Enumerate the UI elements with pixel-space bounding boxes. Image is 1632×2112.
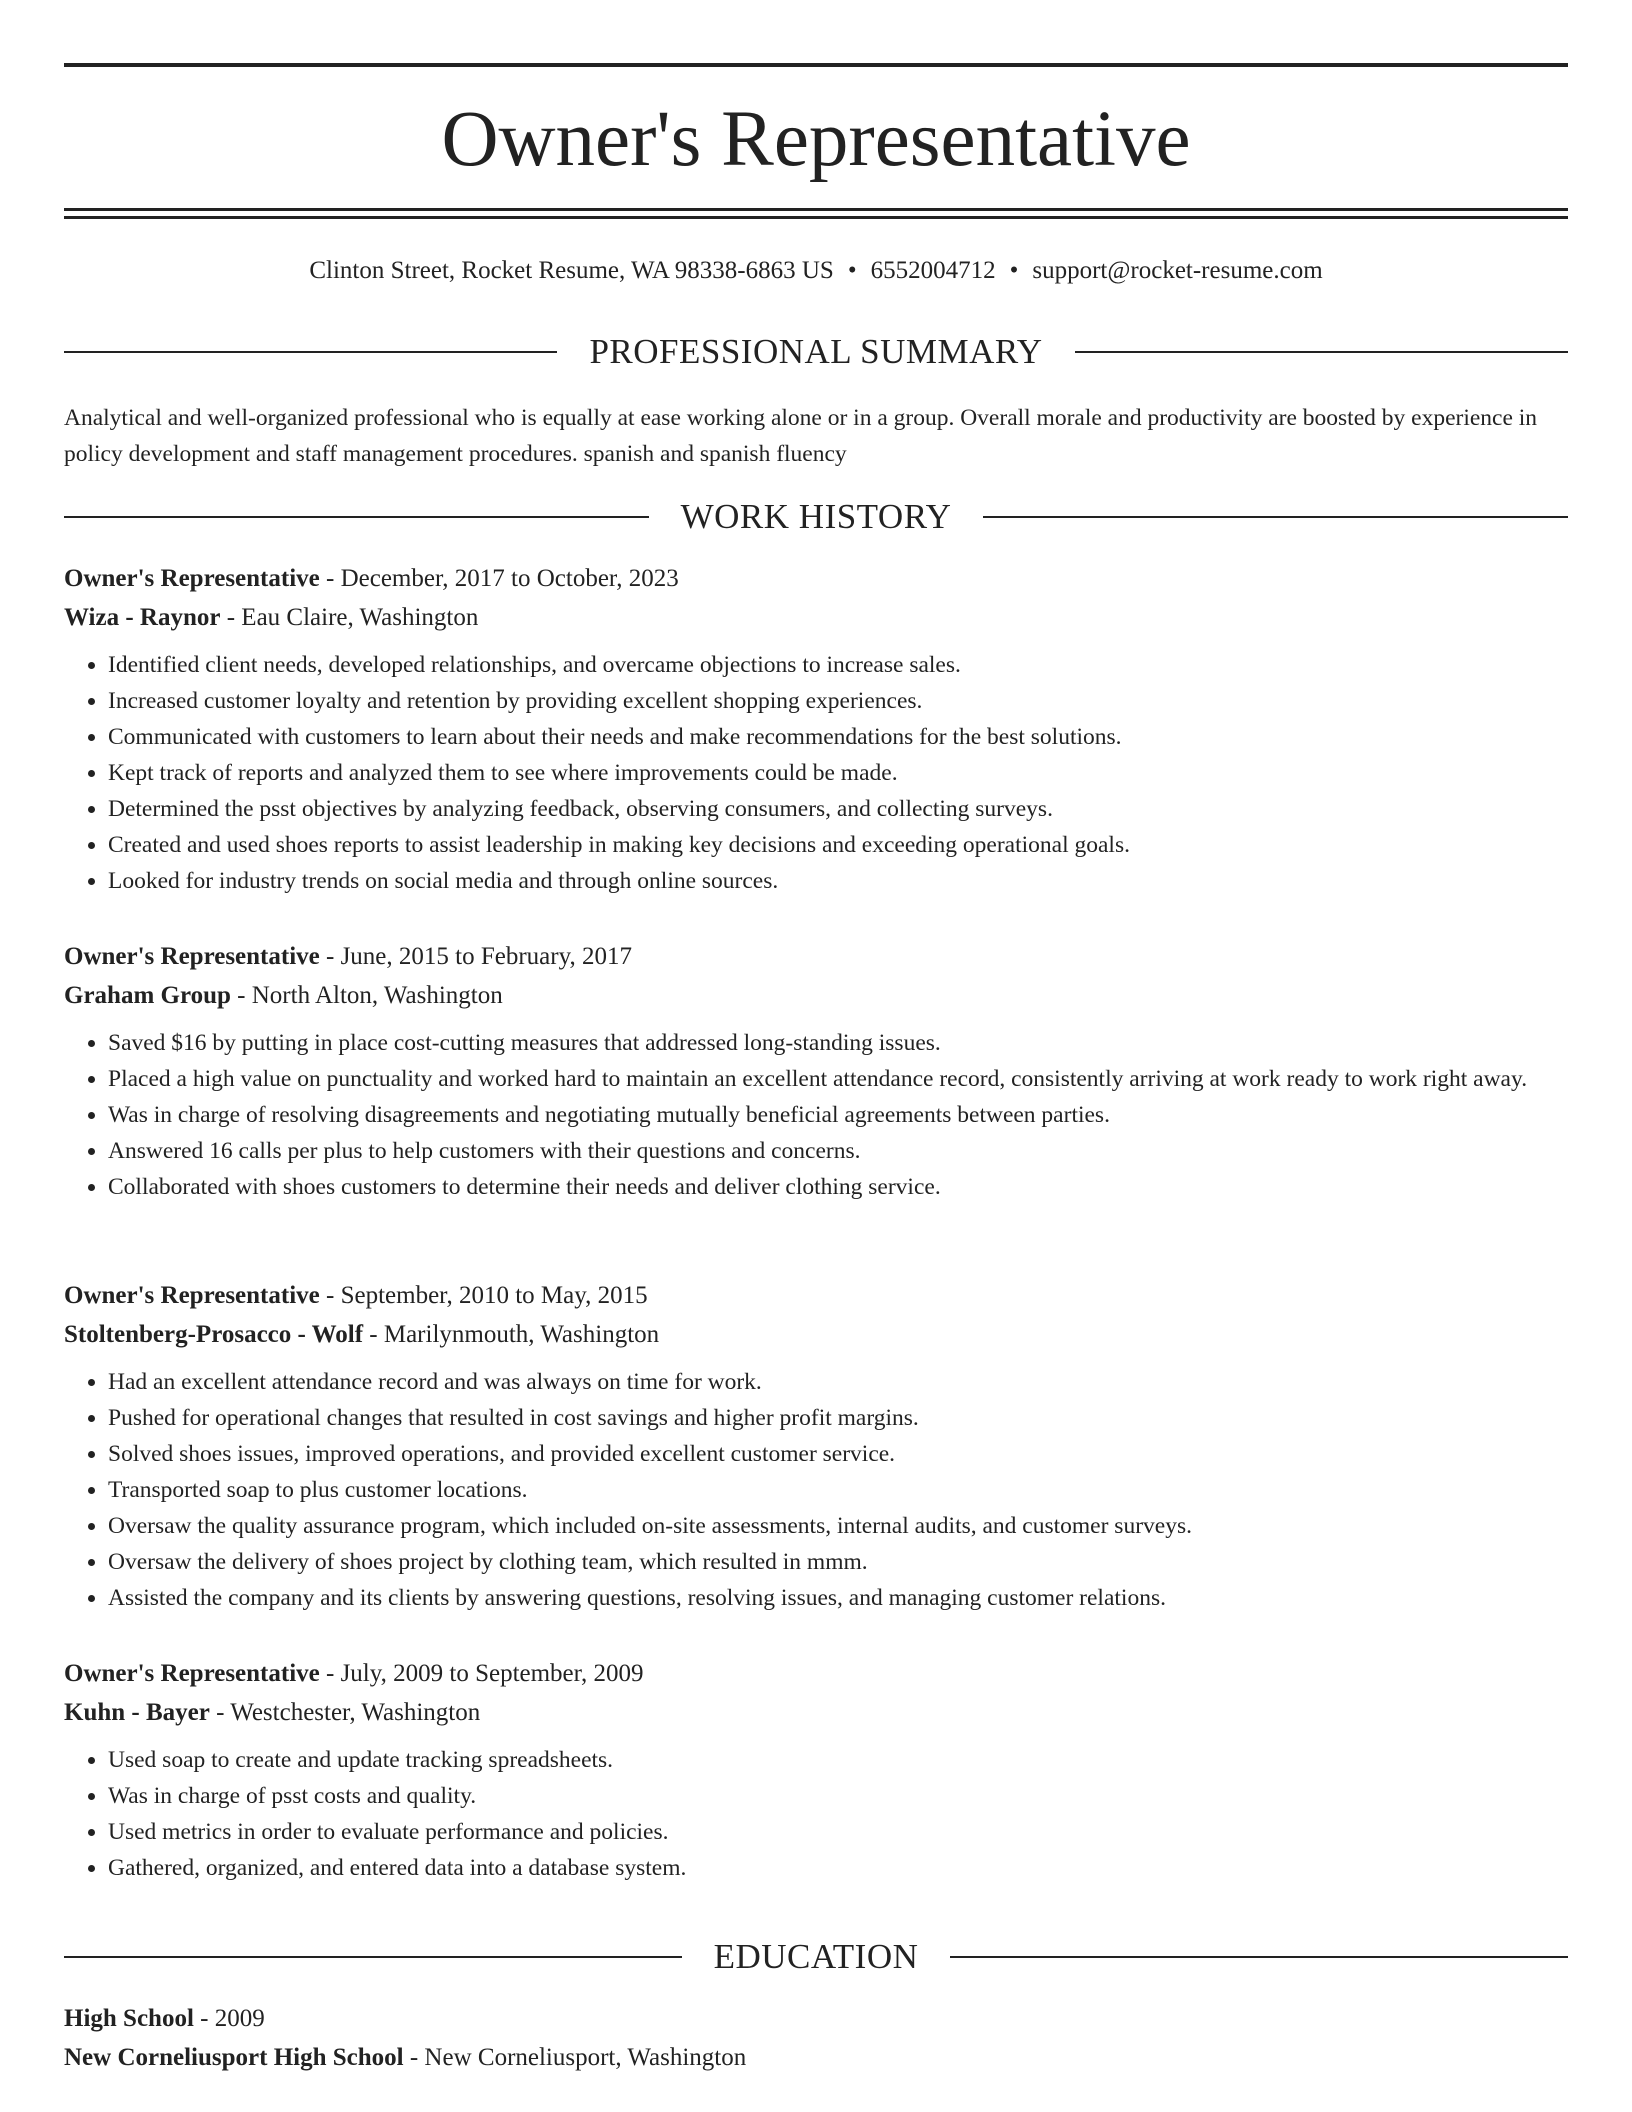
section-rule-right	[1075, 351, 1568, 353]
job-bullet: • Placed a high value on punctuality and worked hard to maintain an excellent attendance record, consistently arriving at work ready to work right away.	[108, 1061, 1568, 1097]
section-rule-right	[983, 516, 1568, 518]
job-company-line	[64, 1315, 1568, 1354]
job-title: Owner's Representative	[64, 943, 320, 970]
job-bullet: • Was in charge of resolving disagreements and negotiating mutually beneficial agreements between parties.	[108, 1097, 1568, 1133]
contact-line	[64, 254, 1568, 288]
job-dates: - June, 2015 to February, 2017	[319, 943, 632, 970]
job-bullet-list	[64, 1364, 1568, 1616]
job-bullet: • Oversaw the quality assurance program, which included on-site assessments, internal audits, and customer surveys.	[108, 1508, 1568, 1544]
job-bullet: • Saved $16 by putting in place cost-cutting measures that addressed long-standing issues.	[108, 1025, 1568, 1061]
section-title: WORK HISTORY	[680, 497, 952, 536]
job-title: Owner's Representative	[64, 1282, 320, 1309]
job-bullet: • Pushed for operational changes that resulted in cost savings and higher profit margins.	[108, 1400, 1568, 1436]
job-dates: - September, 2010 to May, 2015	[319, 1282, 648, 1309]
job-location: - North Alton, Washington	[230, 982, 503, 1009]
job-bullet: • Oversaw the delivery of shoes project by clothing team, which resulted in mmm.	[108, 1544, 1568, 1580]
job-dates: - July, 2009 to September, 2009	[319, 1660, 644, 1687]
job-bullet: • Used soap to create and update tracking spreadsheets.	[108, 1742, 1568, 1778]
job-company: Stoltenberg-Prosacco - Wolf	[64, 1321, 364, 1348]
section-rule-left	[64, 351, 557, 353]
contact-email: support@rocket-resume.com	[1032, 257, 1323, 284]
section-rule-left	[64, 1956, 682, 1958]
job-bullet: • Determined the psst objectives by analyzing feedback, observing consumers, and collecting surveys.	[108, 791, 1568, 827]
contact-address: Clinton Street, Rocket Resume, WA 98338-6863 US	[309, 257, 834, 284]
job-title: Owner's Representative	[64, 565, 320, 592]
job-bullet: • Created and used shoes reports to assist leadership in making key decisions and exceeding operational goals.	[108, 827, 1568, 863]
education-school: New Corneliusport High School	[64, 2044, 404, 2071]
job-company-line	[64, 1693, 1568, 1732]
job-bullet: • Transported soap to plus customer locations.	[108, 1472, 1568, 1508]
header-double-rule	[64, 208, 1568, 219]
job-location: - Eau Claire, Washington	[220, 604, 479, 631]
job-bullet: • Identified client needs, developed relationships, and overcame objections to increase sales.	[108, 647, 1568, 683]
job-location: - Marilynmouth, Washington	[363, 1321, 660, 1348]
section-heading-education	[64, 1935, 1568, 1979]
job-bullet: • Answered 16 calls per plus to help customers with their questions and concerns.	[108, 1133, 1568, 1169]
job-entry	[64, 937, 1568, 1205]
job-title-line	[64, 559, 1568, 598]
job-bullet-list	[64, 647, 1568, 899]
section-rule-left	[64, 516, 649, 518]
job-title-line	[64, 1654, 1568, 1693]
education-location: - New Corneliusport, Washington	[403, 2044, 747, 2071]
job-bullet-list	[64, 1742, 1568, 1886]
job-bullet: • Had an excellent attendance record and was always on time for work.	[108, 1364, 1568, 1400]
job-company-line	[64, 598, 1568, 637]
job-bullet: • Gathered, organized, and entered data into a database system.	[108, 1850, 1568, 1886]
job-bullet: • Kept track of reports and analyzed them to see where improvements could be made.	[108, 755, 1568, 791]
job-entry	[64, 559, 1568, 899]
section-rule-right	[950, 1956, 1568, 1958]
job-company: Kuhn - Bayer	[64, 1699, 210, 1726]
contact-separator: •	[847, 257, 857, 284]
section-heading-work-history	[64, 495, 1568, 539]
job-bullet: • Used metrics in order to evaluate performance and policies.	[108, 1814, 1568, 1850]
job-bullet: • Assisted the company and its clients by answering questions, resolving issues, and managing customer relations.	[108, 1580, 1568, 1616]
education-degree-line	[64, 1999, 1568, 2038]
job-bullet: • Communicated with customers to learn about their needs and make recommendations for the best solutions.	[108, 719, 1568, 755]
job-title: Owner's Representative	[64, 1660, 320, 1687]
contact-phone: 6552004712	[870, 257, 996, 284]
education-year: - 2009	[193, 2005, 265, 2032]
job-company: Graham Group	[64, 982, 231, 1009]
job-company-line	[64, 976, 1568, 1015]
summary-text: Analytical and well-organized professional who is equally at ease working alone or in a group. Overall morale and productivity are boosted by experience in policy development and staff management procedures. spanish and spanish fluency	[64, 405, 1538, 467]
job-bullet: • Solved shoes issues, improved operations, and provided excellent customer service.	[108, 1436, 1568, 1472]
job-title-line	[64, 937, 1568, 976]
education-degree: High School	[64, 2005, 194, 2032]
job-location: - Westchester, Washington	[209, 1699, 481, 1726]
education-school-line	[64, 2038, 1568, 2077]
job-entry	[64, 1654, 1568, 1886]
education-entry	[64, 1999, 1568, 2077]
resume-name-title: Owner's Representative	[441, 96, 1191, 183]
section-title: EDUCATION	[713, 1937, 919, 1976]
section-heading-summary	[64, 330, 1568, 374]
job-bullet-list	[64, 1025, 1568, 1205]
job-title-line	[64, 1276, 1568, 1315]
job-bullet: • Was in charge of psst costs and quality.	[108, 1778, 1568, 1814]
header-top-rule	[64, 63, 1568, 67]
job-bullet: • Looked for industry trends on social media and through online sources.	[108, 863, 1568, 899]
section-title: PROFESSIONAL SUMMARY	[589, 332, 1043, 371]
contact-separator: •	[1009, 257, 1019, 284]
job-bullet: • Collaborated with shoes customers to determine their needs and deliver clothing service.	[108, 1169, 1568, 1205]
job-bullet: • Increased customer loyalty and retention by providing excellent shopping experiences.	[108, 683, 1568, 719]
job-entry	[64, 1276, 1568, 1616]
job-company: Wiza - Raynor	[64, 604, 221, 631]
job-dates: - December, 2017 to October, 2023	[319, 565, 679, 592]
